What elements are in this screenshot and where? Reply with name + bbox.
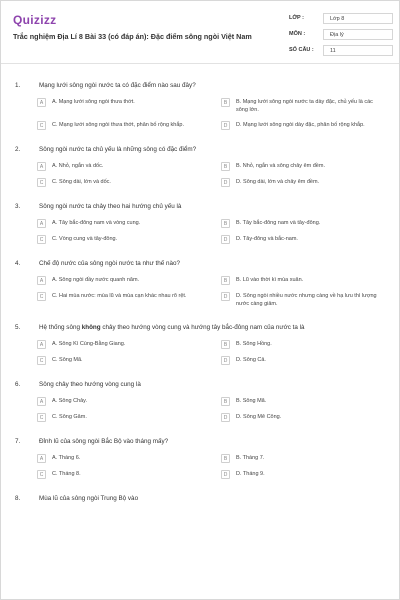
answer-options [15,98,385,130]
answer-options [15,454,385,479]
option-text: D. Tháng 9. [236,471,265,477]
answer-option[interactable] [221,454,385,463]
worksheet-header [1,1,399,64]
option-letter: B [221,340,230,349]
option-letter: B [221,219,230,228]
option-letter: C [37,470,46,479]
option-text: D. Mạng lưới sông ngòi dày đặc, phân bố rộng khắp. [236,122,365,128]
answer-option[interactable] [221,413,385,422]
question-text: Sông ngòi nước ta chảy theo hai hướng chủ yếu là [39,203,182,210]
option-letter: B [221,454,230,463]
meta-panel [289,11,393,59]
question-text-part: Hệ thống sông [39,324,82,331]
question-text-emphasis: không [81,324,101,331]
question-text: Mùa lũ của sông ngòi Trung Bộ vào [39,495,139,502]
option-text: A. Sông Chảy. [52,398,88,404]
quizizz-logo[interactable]: Quizizz [13,13,57,27]
answer-option[interactable] [221,292,385,308]
meta-value: Địa lý [323,29,393,40]
meta-label: LỚP : [289,15,304,21]
answer-option[interactable] [221,219,385,228]
answer-option[interactable] [37,397,201,406]
option-letter: B [221,98,230,107]
option-text: A. Nhỏ, ngắn và dốc. [52,163,104,169]
meta-row-subject [289,27,393,41]
answer-option[interactable] [37,276,201,285]
question-number: 1. [15,82,21,89]
answer-option[interactable] [221,178,385,187]
question-text-part: chảy theo hướng vòng cung và hướng tây bắc-đông nam của nước ta là [100,324,305,331]
worksheet-title: Trắc nghiệm Địa Lí 8 Bài 33 (có đáp án): Đặc điểm sông ngòi Việt Nam [13,32,252,41]
option-letter: D [221,292,230,301]
option-text: A. Mạng lưới sông ngòi thưa thớt. [52,99,135,105]
question [1,494,399,503]
answer-option[interactable] [37,162,201,171]
answer-option[interactable] [221,356,385,365]
option-text: D. Sông dài, lớn và chảy êm đềm. [236,179,320,185]
option-letter: D [221,470,230,479]
option-text: B. Tháng 7. [236,455,265,461]
option-letter: A [37,397,46,406]
answer-options [15,340,385,365]
meta-value: 11 [323,45,393,56]
option-text: D. Sông ngòi nhiều nước nhưng càng về hạ lưu thì lượng nước càng giảm. [236,293,377,307]
option-text: C. Tháng 8. [52,471,81,477]
answer-option[interactable] [221,340,385,349]
option-letter: D [221,178,230,187]
option-letter: B [221,397,230,406]
answer-option[interactable] [221,98,385,114]
question-text: Sông ngòi nước ta chủ yếu là những sông có đặc điểm? [39,146,197,153]
option-letter: C [37,235,46,244]
option-letter: D [221,121,230,130]
answer-option[interactable] [37,219,201,228]
answer-option[interactable] [221,162,385,171]
option-text: C. Sông Gâm. [52,414,87,420]
option-text: D. Sông Mê Công. [236,414,282,420]
answer-option[interactable] [37,178,201,187]
answer-option[interactable] [221,397,385,406]
answer-option[interactable] [37,292,201,308]
answer-options [15,276,385,308]
question-number: 8. [15,495,21,502]
answer-options [15,219,385,244]
option-text: D. Sông Cả. [236,357,266,363]
answer-option[interactable] [37,470,201,479]
option-text: C. Hai mùa nước: mùa lũ và mùa cạn khác nhau rõ rệt. [52,293,187,299]
question [1,437,399,479]
answer-option[interactable] [221,276,385,285]
option-text: C. Mạng lưới sông ngòi thưa thớt, phân bố rộng khắp. [52,122,184,128]
option-letter: C [37,292,46,301]
answer-option[interactable] [221,121,385,130]
question [1,81,399,130]
meta-row-class [289,11,393,25]
answer-option[interactable] [37,413,201,422]
option-text: C. Vòng cung và tây-đông. [52,236,118,242]
answer-option[interactable] [37,340,201,349]
option-text: B. Lũ vào thời kì mùa xuân. [236,277,304,283]
option-letter: A [37,219,46,228]
option-text: A. Tháng 6. [52,455,81,461]
option-text: B. Tây bắc-đông nam và tây-đông. [236,220,321,226]
answer-options [15,397,385,422]
question-number: 7. [15,438,21,445]
answer-option[interactable] [37,98,201,114]
option-letter: B [221,162,230,171]
option-text: B. Nhỏ, ngắn và sông chảy êm đềm. [236,163,325,169]
option-text: C. Sông Mã. [52,357,83,363]
question-list [1,81,399,518]
answer-option[interactable] [37,235,201,244]
option-text: B. Mạng lưới sông ngòi nước ta dày đặc, chủ yếu là các sông lớn. [236,99,373,113]
option-letter: A [37,340,46,349]
option-letter: B [221,276,230,285]
option-letter: D [221,413,230,422]
option-letter: A [37,276,46,285]
option-text: B. Sông Hồng. [236,341,272,347]
meta-label: MÔN : [289,31,306,37]
question [1,202,399,244]
option-text: D. Tây-đông và bắc-nam. [236,236,298,242]
meta-label: SỐ CÂU : [289,47,314,53]
question-number: 3. [15,203,21,210]
option-letter: C [37,121,46,130]
option-text: C. Sông dài, lớn và dốc. [52,179,111,185]
question [1,380,399,422]
question-number: 5. [15,324,21,331]
answer-options [15,162,385,187]
answer-option[interactable] [221,470,385,479]
option-letter: C [37,356,46,365]
question-number: 6. [15,381,21,388]
option-letter: A [37,162,46,171]
answer-option[interactable] [37,121,201,130]
option-text: B. Sông Mã. [236,398,267,404]
option-letter: C [37,178,46,187]
option-text: A. Sông ngòi đầy nước quanh năm. [52,277,140,283]
meta-row-count [289,43,393,57]
option-letter: D [221,356,230,365]
question-number: 4. [15,260,21,267]
answer-option[interactable] [37,454,201,463]
answer-option[interactable] [37,356,201,365]
question [1,323,399,365]
question-text: Đỉnh lũ của sông ngòi Bắc Bộ vào tháng mấy? [39,438,169,445]
option-letter: D [221,235,230,244]
option-letter: A [37,454,46,463]
question [1,145,399,187]
option-letter: C [37,413,46,422]
option-text: A. Tây bắc-đông nam và vòng cung. [52,220,141,226]
meta-value: Lớp 8 [323,13,393,24]
option-text: A. Sông Kì Cùng-Bằng Giang. [52,341,126,347]
question-text: Sông chảy theo hướng vòng cung là [39,381,141,388]
option-letter: A [37,98,46,107]
question-text: Mạng lưới sông ngòi nước ta có đặc điểm nào sau đây? [39,82,196,89]
question [1,259,399,308]
question-text: Chế độ nước của sông ngòi nước ta như thế nào? [39,260,180,267]
question-text [39,323,385,332]
answer-option[interactable] [221,235,385,244]
question-number: 2. [15,146,21,153]
